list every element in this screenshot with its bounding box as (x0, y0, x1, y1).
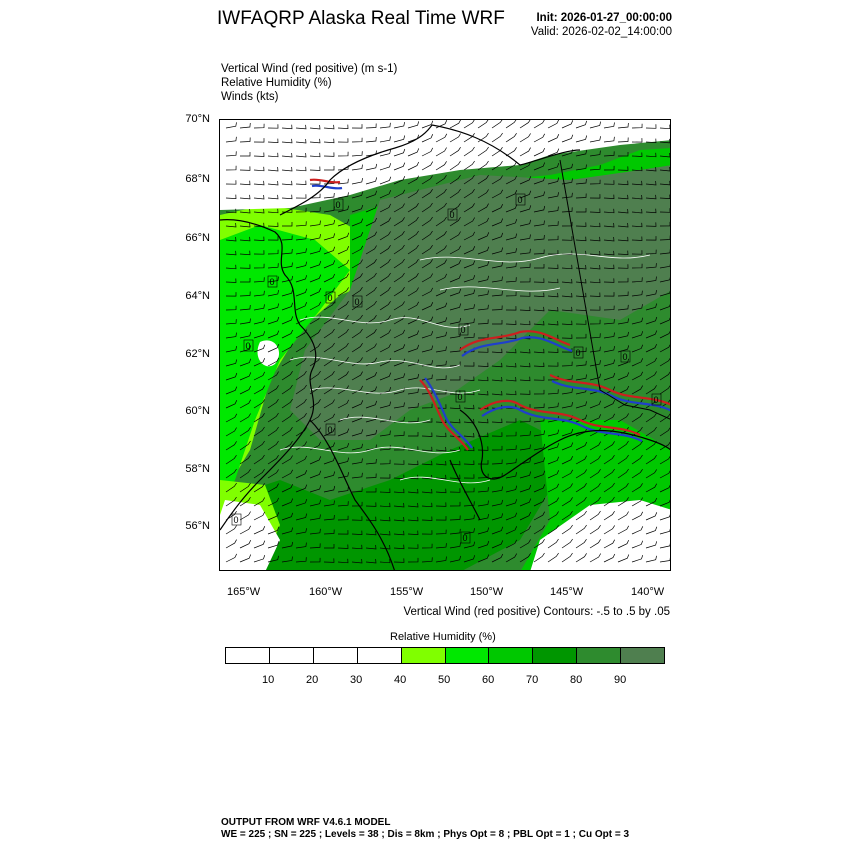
valid-time: Valid: 2026-02-02_14:00:00 (530, 26, 672, 38)
colorbar-label-50: 50 (438, 674, 451, 686)
colorbar-label-80: 80 (570, 674, 583, 686)
field-label-winds: Winds (kts) (221, 91, 279, 103)
plot-title: IWFAQRP Alaska Real Time WRF (217, 8, 505, 29)
lon-label-150: 150°W (470, 586, 504, 598)
colorbar-cell (533, 648, 577, 663)
lat-label-64: 64°N (185, 290, 210, 302)
map-graphic (220, 120, 671, 571)
lon-label-165: 165°W (227, 586, 261, 598)
lat-label-68: 68°N (185, 173, 210, 185)
zero-label: 0 (462, 533, 468, 543)
colorbar-cell (446, 648, 490, 663)
colorbar-label-70: 70 (526, 674, 539, 686)
colorbar-label-90: 90 (614, 674, 627, 686)
lat-label-70: 70°N (185, 113, 210, 125)
zero-label: 0 (233, 515, 239, 525)
colorbar-cell (577, 648, 621, 663)
lon-label-160: 160°W (309, 586, 343, 598)
lat-label-60: 60°N (185, 405, 210, 417)
footer-config: WE = 225 ; SN = 225 ; Levels = 38 ; Dis = 8km ; Phys Opt = 8 ; PBL Opt = 1 ; Cu Opt = 3 (221, 829, 630, 840)
zero-label: 0 (269, 277, 275, 287)
footer-model: OUTPUT FROM WRF V4.6.1 MODEL (221, 817, 391, 828)
lat-label-66: 66°N (185, 232, 210, 244)
zero-label: 0 (460, 325, 466, 335)
zero-label: 0 (653, 395, 659, 405)
colorbar-label-40: 40 (394, 674, 407, 686)
lat-label-56: 56°N (185, 520, 210, 532)
colorbar-cell (402, 648, 446, 663)
colorbar-label-10: 10 (262, 674, 275, 686)
field-label-vertical-wind: Vertical Wind (red positive) (m s-1) (221, 63, 398, 75)
lat-label-62: 62°N (185, 348, 210, 360)
colorbar-title: Relative Humidity (%) (390, 631, 496, 643)
contour-note: Vertical Wind (red positive) Contours: -.5 to .5 by .05 (403, 606, 670, 618)
zero-label: 0 (517, 195, 523, 205)
zero-label: 0 (245, 341, 251, 351)
colorbar (225, 647, 665, 664)
map-panel (219, 119, 671, 571)
colorbar-label-60: 60 (482, 674, 495, 686)
zero-label: 0 (335, 200, 341, 210)
colorbar-cell (358, 648, 402, 663)
zero-label: 0 (622, 352, 628, 362)
colorbar-label-30: 30 (350, 674, 363, 686)
zero-label: 0 (575, 348, 581, 358)
colorbar-cell (270, 648, 314, 663)
field-label-relative-humidity: Relative Humidity (%) (221, 77, 332, 89)
zero-label: 0 (327, 425, 333, 435)
colorbar-cell (314, 648, 358, 663)
lon-label-145: 145°W (550, 586, 584, 598)
zero-label: 0 (449, 210, 455, 220)
colorbar-label-20: 20 (306, 674, 319, 686)
colorbar-cell (226, 648, 270, 663)
zero-label: 0 (457, 392, 463, 402)
lon-label-155: 155°W (390, 586, 424, 598)
colorbar-cell (489, 648, 533, 663)
lon-label-140: 140°W (631, 586, 665, 598)
colorbar-cell (621, 648, 664, 663)
init-time: Init: 2026-01-27_00:00:00 (536, 12, 672, 24)
zero-label: 0 (354, 297, 360, 307)
zero-label: 0 (327, 293, 333, 303)
lat-label-58: 58°N (185, 463, 210, 475)
